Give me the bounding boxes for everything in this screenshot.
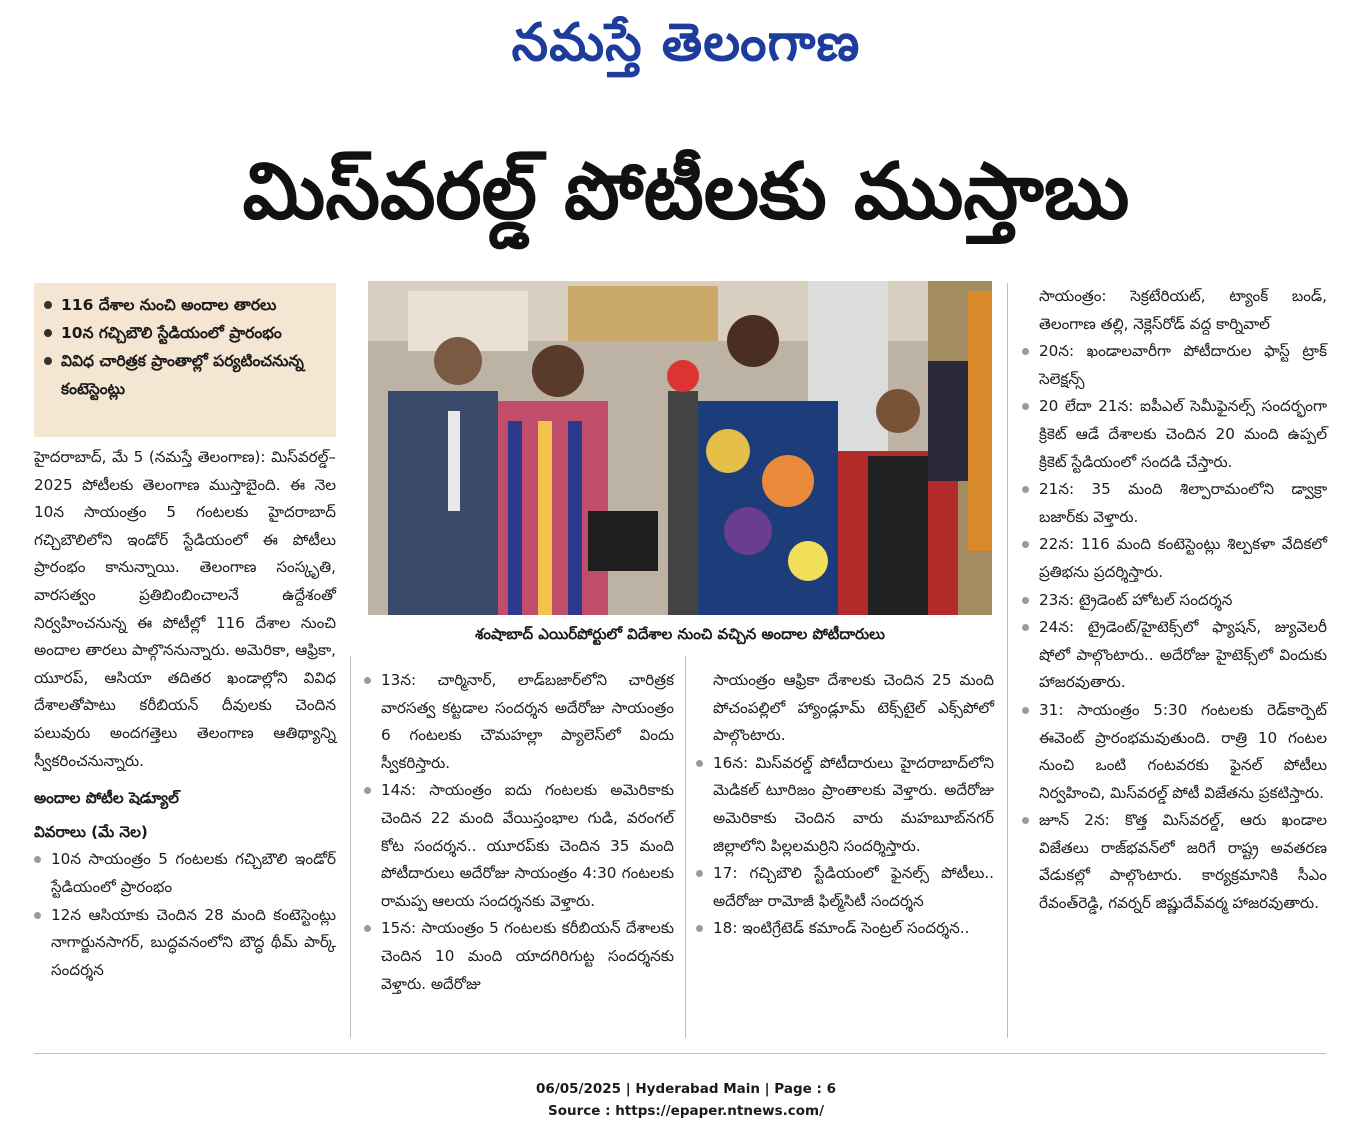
contestants-photo-illustration [368,281,992,615]
bullet-icon [696,870,703,877]
bullet-icon [44,301,52,309]
schedule-item: 24న: ట్రైడెంట్/హైటెక్స్‌లో ఫ్యాషన్, జ్యువెలరీ షోలో పాల్గొంటారు.. అదేరోజు హైటెక్స్‌లో విందుకు హాజరవుతారు. [1022,614,1327,697]
schedule-item: 20 లేదా 21న: ఐపీఎల్ సెమీఫైనల్స్ సందర్భంగా క్రికెట్ ఆడే దేశాలకు చెందిన 20 మంది ఉప్పల్ క్రికెట్ స్టేడియంలో సందడి చేస్తారు. [1022,393,1327,476]
bottom-rule [34,1053,1326,1054]
schedule-item: 13న: చార్మినార్, లాడ్‌బజార్‌లోని చారిత్రక వారసత్వ కట్టడాల సందర్శన అదేరోజు సాయంత్రం 6 గంటలకు చౌమహల్లా ప్యాలెస్‌లో విందు స్వీకరిస్తారు. [364,667,674,777]
column-divider [1007,283,1008,1038]
bullet-icon [1022,707,1029,714]
schedule-item: 23న: ట్రైడెంట్ హోటల్ సందర్శన [1022,587,1327,615]
bullet-icon [1022,541,1029,548]
column-3 [696,667,994,943]
schedule-item: 16న: మిస్‌వరల్డ్ పోటీదారులు హైదరాబాద్‌లోని మెడికల్ టూరిజం ప్రాంతాలకు వెళ్తారు. అదేరోజు అమెరికాకు చెందిన వారు మహబూబ్‌నగర్ జిల్లాలోని పిల్లలమర్రిని సందర్శిస్తారు. [696,750,994,860]
page-footer [0,1078,1372,1122]
bullet-icon [1022,403,1029,410]
bullet-icon [34,912,41,919]
news-photo [368,281,992,615]
schedule-item: 15న: సాయంత్రం 5 గంటలకు కరీబియన్ దేశాలకు చెందిన 10 మంది యాదగిరిగుట్ట సందర్శనకు వెళ్తారు. అదేరోజు [364,915,674,998]
schedule-item: 20న: ఖండాలవారీగా పోటీదారుల ఫాస్ట్ ట్రాక్ సెలెక్షన్స్ [1022,338,1327,393]
highlight-item: 116 దేశాల నుంచి అందాల తారలు [34,291,336,319]
column-1 [34,444,336,984]
column-divider [350,656,351,1038]
schedule-item: జూన్ 2న: కొత్త మిస్‌వరల్డ్, ఆరు ఖండాల విజేతలు రాజ్‌భవన్‌లో జరిగే రాష్ట్ర అవతరణ వేడుకల్లో పాల్గొంటారు. కార్యక్రమానికి సీఎం రేవంత్‌రెడ్డి, గవర్నర్ జిష్ణుదేవ్‌వర్మ హాజరవుతారు. [1022,807,1327,917]
bullet-icon [364,677,371,684]
bullet-icon [34,856,41,863]
bullet-icon [1022,486,1029,493]
bullet-icon [44,357,52,365]
schedule-item: 31: సాయంత్రం 5:30 గంటలకు రెడ్‌కార్పెట్ ఈవెంట్ ప్రారంభమవుతుంది. రాత్రి 10 గంటల నుంచి ఒంటి గంటవరకు ఫైనల్ పోటీలు నిర్వహించి, మిస్‌వరల్డ్ పోటీ విజేతను ప్రకటిస్తారు. [1022,697,1327,807]
continued-paragraph: సాయంత్రం ఆఫ్రికా దేశాలకు చెందిన 25 మంది పోచంపల్లిలో హ్యాండ్లూమ్ టెక్స్‌టైల్ ఎక్స్‌పోలో పాల్గొంటారు. [713,671,994,745]
bullet-icon [1022,817,1029,824]
schedule-item: 10న సాయంత్రం 5 గంటలకు గచ్చిబౌలి ఇండోర్ స్టేడియంలో ప్రారంభం [34,846,336,901]
bullet-icon [364,925,371,932]
bullet-icon [364,787,371,794]
continued-paragraph: సాయంత్రం: సెక్రటేరియట్, ట్యాంక్ బండ్, తెలంగాణ తల్లి, నెక్లెస్‌రోడ్ వద్ద కార్నివాల్ [1039,287,1327,333]
bullet-icon [44,329,52,337]
newspaper-masthead: నమస్తే తెలంగాణ [511,13,861,73]
schedule-item: 17: గచ్చిబౌలి స్టేడియంలో ఫైనల్స్ పోటీలు.. అదేరోజు రామోజీ ఫిల్మ్‌సిటీ సందర్శన [696,860,994,915]
footer-source: Source : https://epaper.ntnews.com/ [547,1103,825,1119]
highlight-item: 10న గచ్చిబౌలి స్టేడియంలో ప్రారంభం [34,319,336,347]
column-divider [685,656,686,1038]
bullet-icon [1022,624,1029,631]
bullet-icon [696,925,703,932]
column-4 [1022,283,1327,918]
article-headline: మిస్‌వరల్డ్ పోటీలకు ముస్తాబు [242,147,1130,237]
bullet-icon [1022,597,1029,604]
bullet-icon [1022,348,1029,355]
footer-date-edition: 06/05/2025 | Hyderabad Main | Page : 6 [536,1081,836,1097]
schedule-item: 18: ఇంటిగ్రేటెడ్ కమాండ్ సెంట్రల్ సందర్శన.. [696,915,994,943]
schedule-subheading: వివరాలు (మే నెల) [34,822,148,841]
schedule-item: 14న: సాయంత్రం ఐదు గంటలకు అమెరికాకు చెందిన 22 మంది వేయిస్తంభాల గుడి, వరంగల్ కోట సందర్శన.. యూరప్‌కు చెందిన 35 మంది పోటీదారులు అదేరోజు సాయంత్రం 4:30 గంటలకు రామప్ప ఆలయ సందర్శనకు వెళ్తారు. [364,777,674,915]
schedule-item: 12న ఆసియాకు చెందిన 28 మంది కంటెస్టెంట్లు నాగార్జునసాగర్, బుద్ధవనంలోని బౌద్ధ థీమ్ పార్క్ సందర్శన [34,902,336,985]
bullet-icon [696,760,703,767]
photo-caption: శంషాబాద్ ఎయిర్‌పోర్టులో విదేశాల నుంచి వచ్చిన అందాల పోటీదారులు [475,625,885,643]
schedule-heading: అందాల పోటీల షెడ్యూల్ [34,789,179,808]
column-2 [364,667,674,998]
highlight-item: వివిధ చారిత్రక ప్రాంతాల్లో పర్యటించనున్న కంటెస్టెంట్లు [34,347,336,403]
schedule-item: 22న: 116 మంది కంటెస్టెంట్లు శిల్పకళా వేదికలో ప్రతిభను ప్రదర్శిస్తారు. [1022,531,1327,586]
highlights-box [34,283,336,437]
lead-paragraph: హైదరాబాద్, మే 5 (నమస్తే తెలంగాణ): మిస్‌వరల్డ్–2025 పోటీలకు తెలంగాణ ముస్తాబైంది. ఈ నెల 10న సాయంత్రం 5 గంటలకు హైదరాబాద్ గచ్చిబౌలిలోని ఇండోర్ స్టేడియంలో ఈ పోటీలు ప్రారంభం కానున్నాయి. తెలంగాణ సంస్కృతి, వారసత్వం ప్రతిబింబించాలనే ఉద్దేశంతో నిర్వహించనున్న ఈ పోటీల్లో 116 దేశాల నుంచి అందాల తారలు పాల్గొననున్నారు. అమెరికా, ఆఫ్రికా, యూరప్, ఆసియా తదితర ఖండాల్లోని వివిధ దేశాలతోపాటు కరీబియన్ దీవులకు చెందిన పలువురు అందగత్తెలు తెలంగాణ ఆతిథ్యాన్ని స్వీకరించనున్నారు. [34,448,336,770]
schedule-item: 21న: 35 మంది శిల్పారామంలోని డ్వాక్రా బజార్‌కు వెళ్తారు. [1022,476,1327,531]
